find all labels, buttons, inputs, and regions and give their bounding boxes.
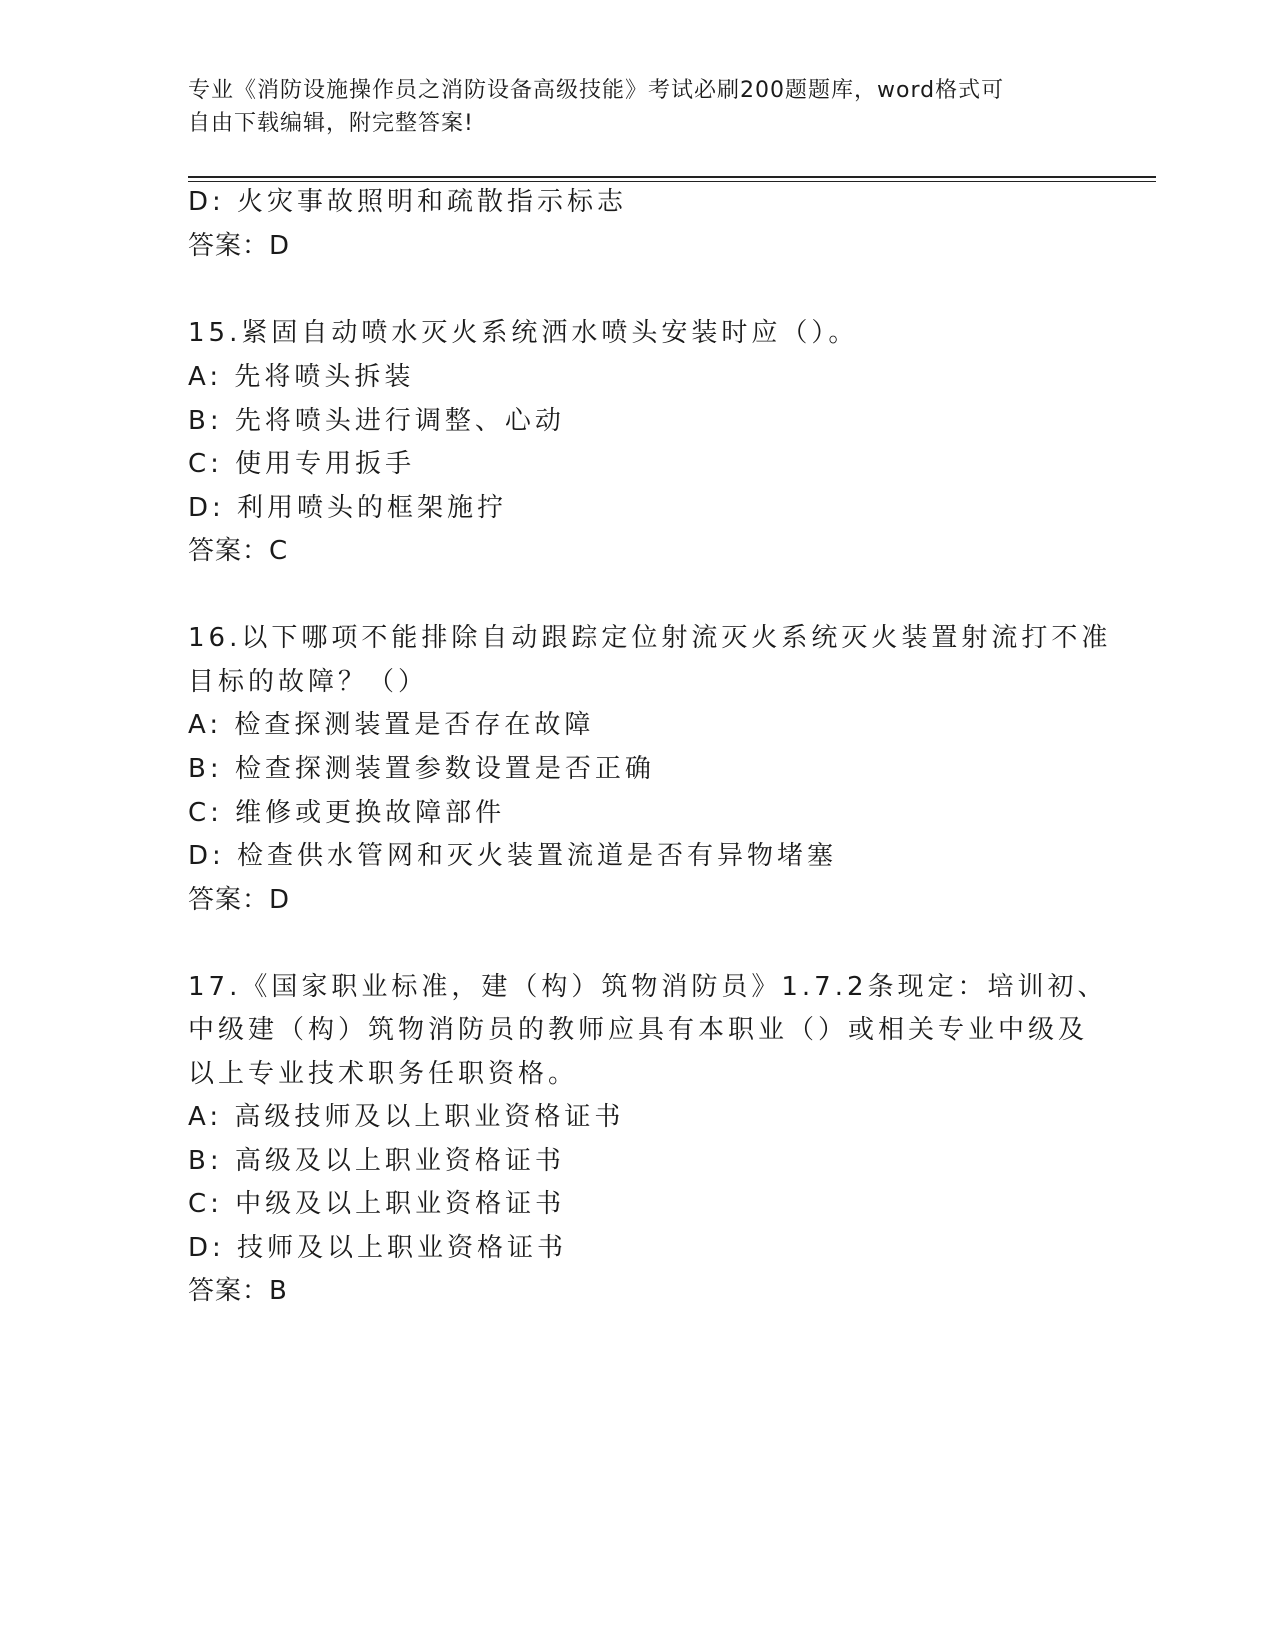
header-title-line-2: 自由下载编辑，附完整答案! <box>188 111 474 136</box>
q15-option-a: A: 先将喷头拆装 <box>188 362 415 392</box>
header-divider-thin <box>188 181 1156 182</box>
q15-answer: 答案：C <box>188 536 289 566</box>
q17-answer: 答案：B <box>188 1276 288 1306</box>
q16-option-b: B: 检查探测装置参数设置是否正确 <box>188 754 655 784</box>
q17-option-b: B: 高级及以上职业资格证书 <box>188 1146 565 1176</box>
q16-answer: 答案：D <box>188 885 291 915</box>
q16-question-line-2: 目标的故障？（） <box>188 667 429 697</box>
header-divider-thick <box>188 176 1156 178</box>
q16-option-c: C: 维修或更换故障部件 <box>188 798 506 828</box>
header-title-line-1: 专业《消防设施操作员之消防设备高级技能》考试必刷200题题库，word格式可 <box>188 78 1005 103</box>
q17-option-d: D: 技师及以上职业资格证书 <box>188 1233 568 1263</box>
q17-question-line-2: 中级建（构）筑物消防员的教师应具有本职业（）或相关专业中级及 <box>188 1015 1089 1045</box>
q16-option-a: A: 检查探测装置是否存在故障 <box>188 710 595 740</box>
q15-option-d: D: 利用喷头的框架施拧 <box>188 493 508 523</box>
q15-question: 15.紧固自动喷水灭火系统洒水喷头安装时应（）。 <box>188 318 859 348</box>
q17-option-a: A: 高级技师及以上职业资格证书 <box>188 1102 625 1132</box>
q15-option-c: C: 使用专用扳手 <box>188 449 416 479</box>
q16-question-line-1: 16.以下哪项不能排除自动跟踪定位射流灭火系统灭火装置射流打不准 <box>188 623 1112 653</box>
q17-question-line-3: 以上专业技术职务任职资格。 <box>188 1059 579 1089</box>
q14-answer: 答案：D <box>188 231 291 261</box>
q17-option-c: C: 中级及以上职业资格证书 <box>188 1189 566 1219</box>
document-header <box>188 74 1068 140</box>
q14-option-d: D: 火灾事故照明和疏散指示标志 <box>188 187 628 217</box>
q16-option-d: D: 检查供水管网和灭火装置流道是否有异物堵塞 <box>188 841 838 871</box>
q15-option-b: B: 先将喷头进行调整、心动 <box>188 406 565 436</box>
q17-question-line-1: 17.《国家职业标准，建（构）筑物消防员》1.7.2条现定：培训初、 <box>188 972 1108 1002</box>
